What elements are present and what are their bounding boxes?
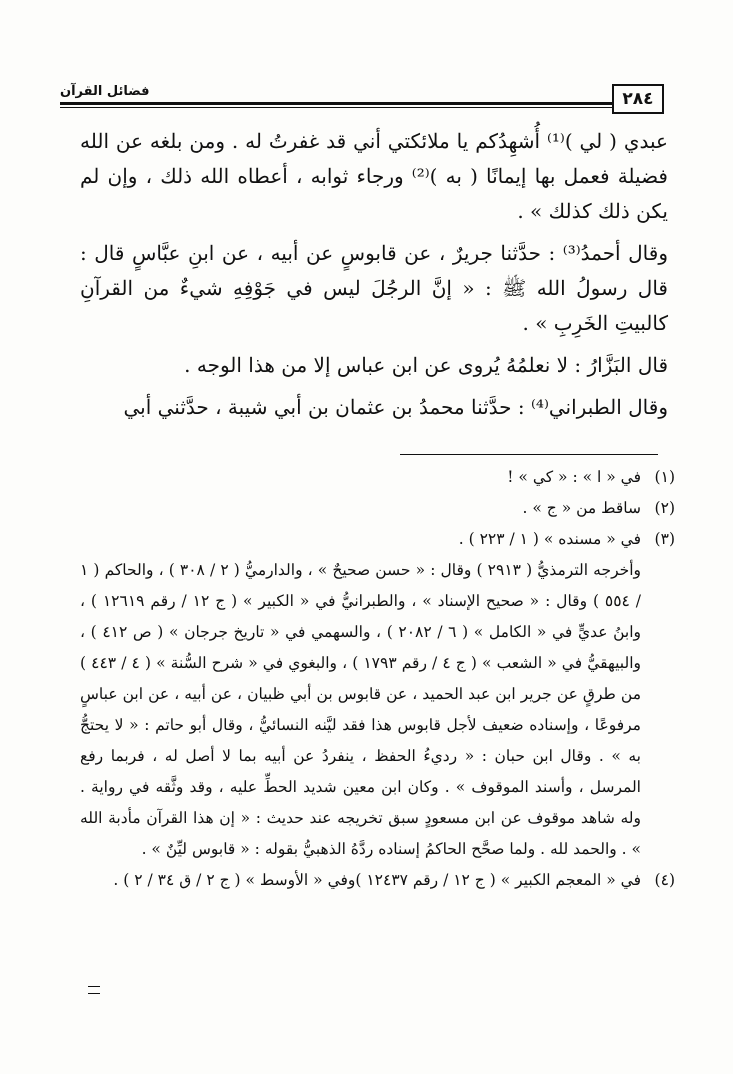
footnote-text: ساقط من « ج » . xyxy=(522,499,641,517)
footnote-number: (٢) xyxy=(654,499,675,517)
footnote-body xyxy=(80,462,641,493)
footnote xyxy=(80,462,675,493)
footnote xyxy=(80,865,675,896)
footnote-text: في « مسنده » ( ١ / ٢٢٣ ) . xyxy=(458,530,641,548)
main-paragraph: قال البَزَّارُ : لا نعلمُهُ يُروى عن ابن عباس إلا من هذا الوجه . xyxy=(184,353,668,377)
footnote-text: في « المعجم الكبير » ( ج ١٢ / رقم ١٢٤٣٧ )وفي « الأوسط » ( ج ٢ / ق ٣٤ / ٢ ) . xyxy=(113,871,641,889)
margin-mark xyxy=(88,986,100,994)
running-title: فضائل القرآن xyxy=(60,84,150,99)
header-rule-thin xyxy=(60,107,612,108)
page-number: ٢٨٤ xyxy=(622,89,654,109)
footnotes xyxy=(80,462,675,896)
footnote-divider xyxy=(400,454,658,455)
page-number-box xyxy=(612,84,664,114)
footnote-number: (٤) xyxy=(654,871,675,889)
footnote-body xyxy=(80,524,641,865)
header-rule xyxy=(60,102,612,105)
footnote-body xyxy=(80,865,641,896)
footnote xyxy=(80,493,675,524)
footnote-number: (١) xyxy=(654,468,675,486)
footnote-text: في « ا » : « كي » ! xyxy=(507,468,641,486)
footnote-body xyxy=(80,493,641,524)
footnote-text: وأخرجه الترمذيُّ ( ٢٩١٣ ) وقال : « حسن صحيحٌ » ، والدارميُّ ( ٢ / ٣٠٨ ) ، والحاكم ( ١ / ٥٥٤ ) وقال : « صحيح الإسناد » ، والطبرانيُّ في « الكبير » ( ج ١٢ / رقم ١٢٦١٩ ) ، وابنُ عديٍّ في « الكامل » ( ٦ / ٢٠٨٢ ) ، والسهمي في « تاريخ جرجان » ( ص ٤١٢ ) ، والبيهقيُّ في « الشعب » ( ج ٤ / رقم ١٧٩٣ ) ، والبغوي في « شرح السُّنة » ( ٤ / ٤٤٣ ) من طرقٍ عن جرير ابن عبد الحميد ، عن قابوس بن أبي ظبيان ، عن أبيه ، عن ابن عباسٍ مرفوعًا ، وإسناده ضعيف لأجل قابوس هذا فقد ليَّنه النسائيُّ ، وقال أبو حاتم : « لا يحتجُّ به » . وقال ابن حبان : « رديءُ الحفظ ، ينفردُ عن أبيه بما لا أصل له ، فربما رفع المرسل ، وأسند الموقوف » . وكان ابن معين شديد الحطِّ عليه ، وقد وثَّقه في رواية . وله شاهد موقوف عن ابن مسعودٍ سبق تخريجه عند حديث : « إن هذا القرآن مأدبة الله » . والحمد لله . ولما صحَّح الحاكمُ إسناده ردَّهُ الذهبيُّ بقوله : « قابوس ليِّنٌ » . xyxy=(80,561,642,858)
main-paragraph: عبدي ( لي )⁽¹⁾ أُشهِدُكم يا ملائكتي أني قد غفرتُ له . ومن بلغه عن الله فضيلة فعمل بها إيمانًا ( به )⁽²⁾ ورجاء ثوابه ، أعطاه الله ذلك ، وإن لم يكن ذلك كذلك » . xyxy=(80,129,668,223)
main-paragraph: وقال أحمدُ⁽³⁾ : حدَّثنا جريرٌ ، عن قابوسٍ عن أبيه ، عن ابنِ عبَّاسٍ قال : قال رسولُ الله ﷺ : « إنَّ الرجُلَ ليس في جَوْفِهِ شيءٌ من القرآنِ كالبيتِ الخَرِبِ » . xyxy=(80,241,668,335)
footnote xyxy=(80,524,675,865)
main-text xyxy=(80,124,668,425)
footnote-number: (٣) xyxy=(654,530,675,548)
main-paragraph: وقال الطبراني⁽⁴⁾ : حدَّثنا محمدُ بن عثمان بن أبي شيبة ، حدَّثني أبي xyxy=(123,395,668,419)
